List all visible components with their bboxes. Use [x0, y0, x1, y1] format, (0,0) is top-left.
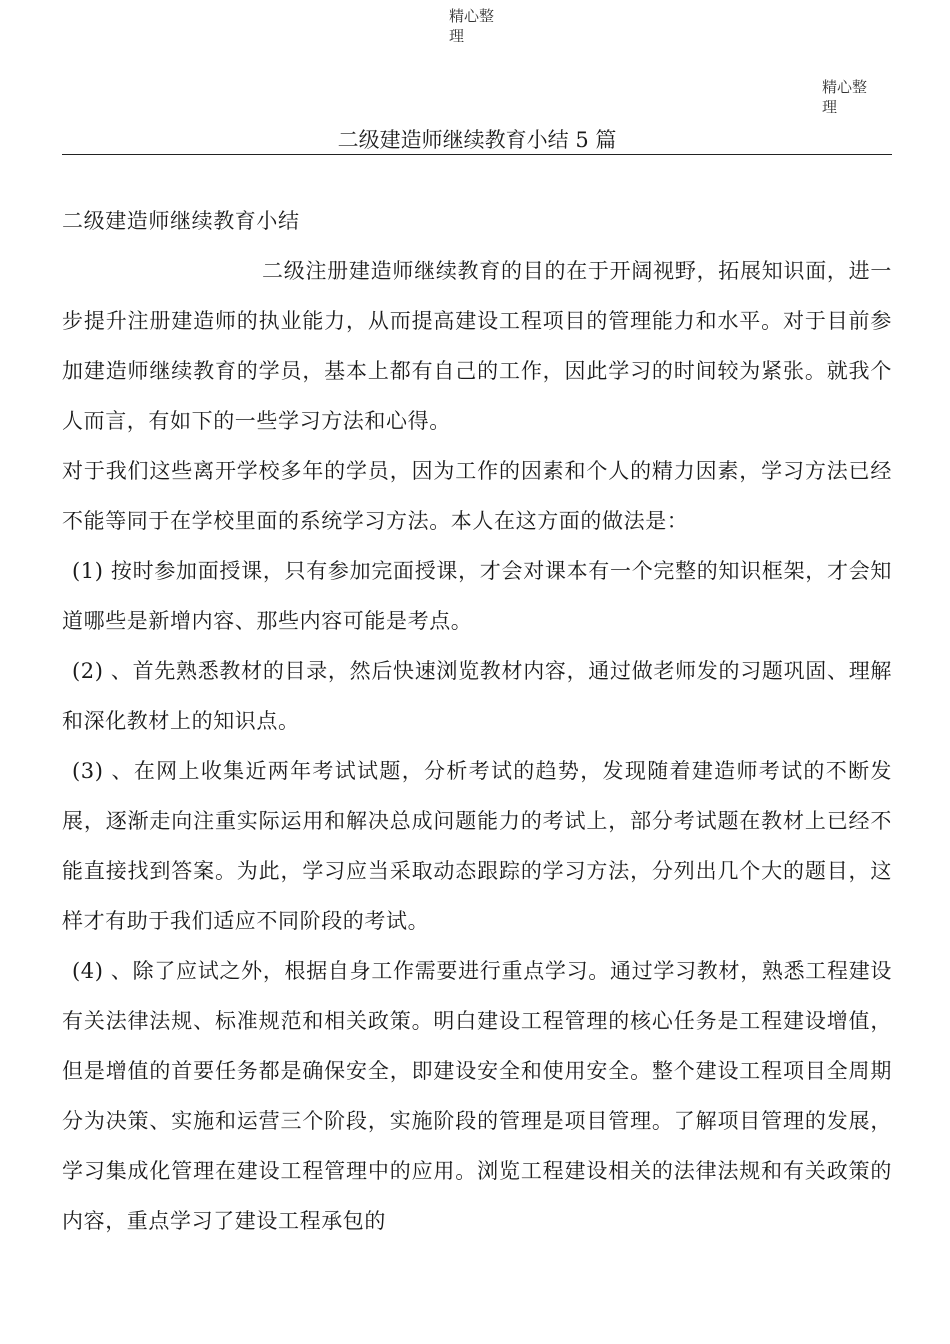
list-item-4: (4) 、除了应试之外，根据自身工作需要进行重点学习。通过学习教材，熟悉工程建设有关法律法规、标准规范和相关政策。明白建设工程管理的核心任务是工程建设增值，但是增值的首要任务都是确保安全，即建设安全和使用安全。整个建设工程项目全周期分为决策、实施和运营三个阶段，实施阶段的管理是项目管理。了解项目管理的发展，学习集成化管理在建设工程管理中的应用。浏览工程建设相关的法律法规和有关政策的内容，重点学习了建设工程承包的	[62, 959, 892, 1233]
list-item-2: (2) 、首先熟悉教材的目录，然后快速浏览教材内容，通过做老师发的习题巩固、理解和深化教材上的知识点。	[62, 659, 892, 733]
header-watermark-right: 精心整理	[822, 78, 868, 116]
paragraph-method: 对于我们这些离开学校多年的学员，因为工作的因素和个人的精力因素，学习方法已经不能等同于在学校里面的系统学习方法。本人在这方面的做法是：	[62, 459, 892, 533]
title-divider	[62, 154, 892, 155]
list-item-3: (3) 、在网上收集近两年考试试题，分析考试的趋势，发现随着建造师考试的不断发展，逐渐走向注重实际运用和解决总成问题能力的考试上，部分考试题在教材上已经不能直接找到答案。为此，学习应当采取动态跟踪的学习方法，分列出几个大的题目，这样才有助于我们适应不同阶段的考试。	[62, 759, 892, 933]
paragraph-intro: 二级注册建造师继续教育的目的在于开阔视野，拓展知识面，进一步提升注册建造师的执业能力，从而提高建设工程项目的管理能力和水平。对于目前参加建造师继续教育的学员，基本上都有自己的工作，因此学习的时间较为紧张。就我个人而言，有如下的一些学习方法和心得。	[62, 259, 892, 433]
list-item-1: (1) 按时参加面授课，只有参加完面授课，才会对课本有一个完整的知识框架，才会知道哪些是新增内容、那些内容可能是考点。	[62, 559, 892, 633]
header-watermark-top: 精心整理	[449, 7, 495, 45]
section-subtitle: 二级建造师继续教育小结	[62, 209, 300, 233]
document-body	[62, 196, 892, 1246]
document-title: 二级建造师继续教育小结 5 篇	[337, 128, 617, 152]
